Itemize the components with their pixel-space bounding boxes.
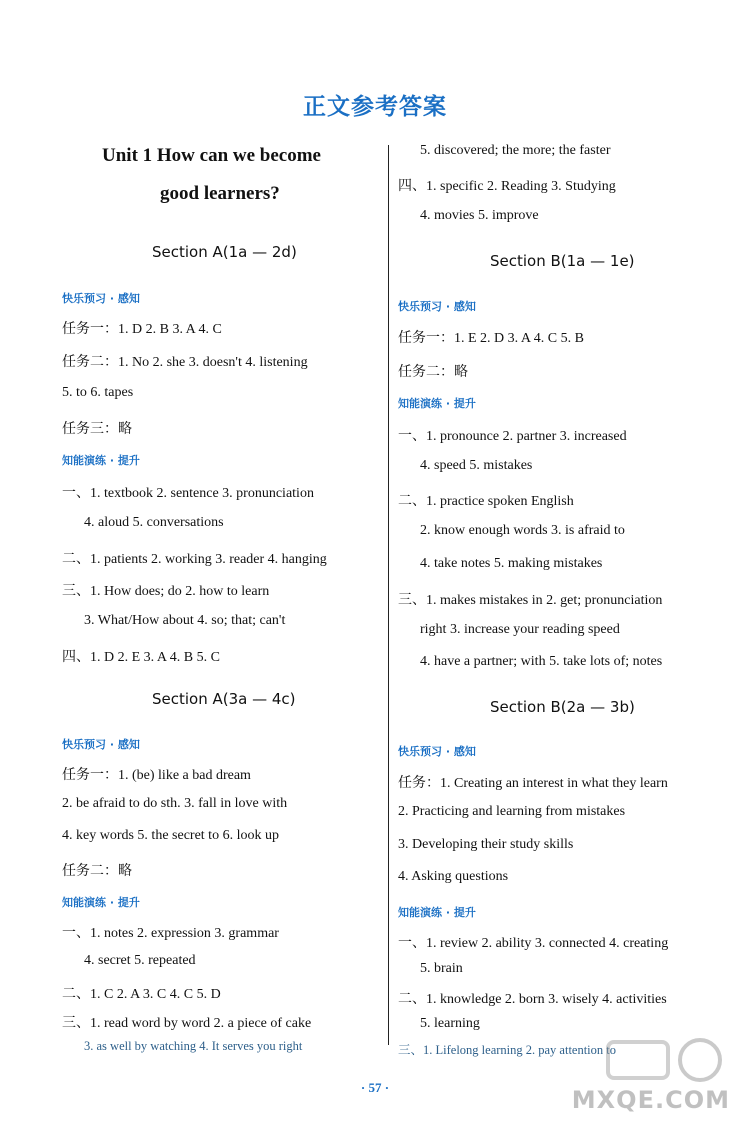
answer-line: 二、1. patients 2. working 3. reader 4. hanging xyxy=(62,552,327,567)
section-label: 知能演练 · 提升 xyxy=(62,896,140,909)
answer-line: 3. What/How about 4. so; that; can't xyxy=(84,613,286,628)
section-heading: Section B(2a — 3b) xyxy=(490,698,635,716)
section-label: 知能演练 · 提升 xyxy=(398,906,476,919)
answer-line: 任务二：略 xyxy=(398,365,468,380)
answer-line: 二、1. practice spoken English xyxy=(398,494,574,509)
answer-line: 2. know enough words 3. is afraid to xyxy=(420,523,625,538)
answer-line: 任务三：略 xyxy=(62,422,132,437)
answer-line: 4. speed 5. mistakes xyxy=(420,458,533,473)
answer-line: 一、1. textbook 2. sentence 3. pronunciation xyxy=(62,486,314,501)
answer-line: 5. discovered; the more; the faster xyxy=(420,143,611,158)
answer-line: 4. have a partner; with 5. take lots of; notes xyxy=(420,654,663,669)
page-title: 正文参考答案 xyxy=(303,94,447,120)
answer-line: 任务：1. Creating an interest in what they learn xyxy=(398,776,668,791)
answer-line: right 3. increase your reading speed xyxy=(420,622,620,637)
section-label: 快乐预习 · 感知 xyxy=(62,738,140,751)
section-label: 快乐预习 · 感知 xyxy=(398,300,476,313)
section-label: 快乐预习 · 感知 xyxy=(398,745,476,758)
section-heading: Section B(1a — 1e) xyxy=(490,252,635,270)
answer-line: 一、1. pronounce 2. partner 3. increased xyxy=(398,429,627,444)
answer-line: 3. as well by watching 4. It serves you right xyxy=(84,1039,303,1053)
answer-line: 二、1. C 2. A 3. C 4. C 5. D xyxy=(62,987,221,1002)
unit-title-line-2: good learners? xyxy=(160,183,280,204)
section-label: 知能演练 · 提升 xyxy=(398,397,476,410)
section-label: 快乐预习 · 感知 xyxy=(62,292,140,305)
section-heading: Section A(1a — 2d) xyxy=(152,243,297,261)
answer-line: 4. key words 5. the secret to 6. look up xyxy=(62,828,279,843)
answer-line: 三、1. How does; do 2. how to learn xyxy=(62,584,270,599)
answer-line: 四、1. specific 2. Reading 3. Studying xyxy=(398,179,616,194)
section-heading: Section A(3a — 4c) xyxy=(152,690,296,708)
section-label: 知能演练 · 提升 xyxy=(62,454,140,467)
answer-line: 任务一：1. E 2. D 3. A 4. C 5. B xyxy=(398,331,584,346)
answer-line: 任务二：略 xyxy=(62,864,132,879)
answer-line: 任务一：1. (be) like a bad dream xyxy=(62,768,251,783)
answer-line: 2. Practicing and learning from mistakes xyxy=(398,804,626,819)
answer-line: 4. aloud 5. conversations xyxy=(84,515,224,530)
answer-line: 5. brain xyxy=(420,961,463,976)
answer-line: 4. movies 5. improve xyxy=(420,208,539,223)
answer-line: 5. to 6. tapes xyxy=(62,385,134,400)
answer-line: 一、1. notes 2. expression 3. grammar xyxy=(62,926,279,941)
page-number: · 57 · xyxy=(360,1080,390,1095)
answer-line: 四、1. D 2. E 3. A 4. B 5. C xyxy=(62,650,220,665)
answer-line: 三、1. Lifelong learning 2. pay attention to xyxy=(398,1043,617,1057)
watermark-text: MXQE.COM xyxy=(571,1086,730,1114)
answer-line: 三、1. makes mistakes in 2. get; pronunciation xyxy=(398,593,663,608)
answer-line: 5. learning xyxy=(420,1016,480,1031)
answer-line: 二、1. knowledge 2. born 3. wisely 4. activities xyxy=(398,992,667,1007)
column-divider xyxy=(388,145,389,1045)
answer-line: 3. Developing their study skills xyxy=(398,837,574,852)
unit-title-line-1: Unit 1 How can we become xyxy=(102,145,321,166)
answer-line: 一、1. review 2. ability 3. connected 4. creating xyxy=(398,936,669,951)
answer-line: 三、1. read word by word 2. a piece of cake xyxy=(62,1016,312,1031)
answer-line: 2. be afraid to do sth. 3. fall in love with xyxy=(62,796,288,811)
answer-line: 4. take notes 5. making mistakes xyxy=(420,556,603,571)
answer-line: 4. secret 5. repeated xyxy=(84,953,196,968)
answer-line: 4. Asking questions xyxy=(398,869,509,884)
answer-line: 任务一：1. D 2. B 3. A 4. C xyxy=(62,322,222,337)
answer-line: 任务二：1. No 2. she 3. doesn't 4. listening xyxy=(62,355,308,370)
